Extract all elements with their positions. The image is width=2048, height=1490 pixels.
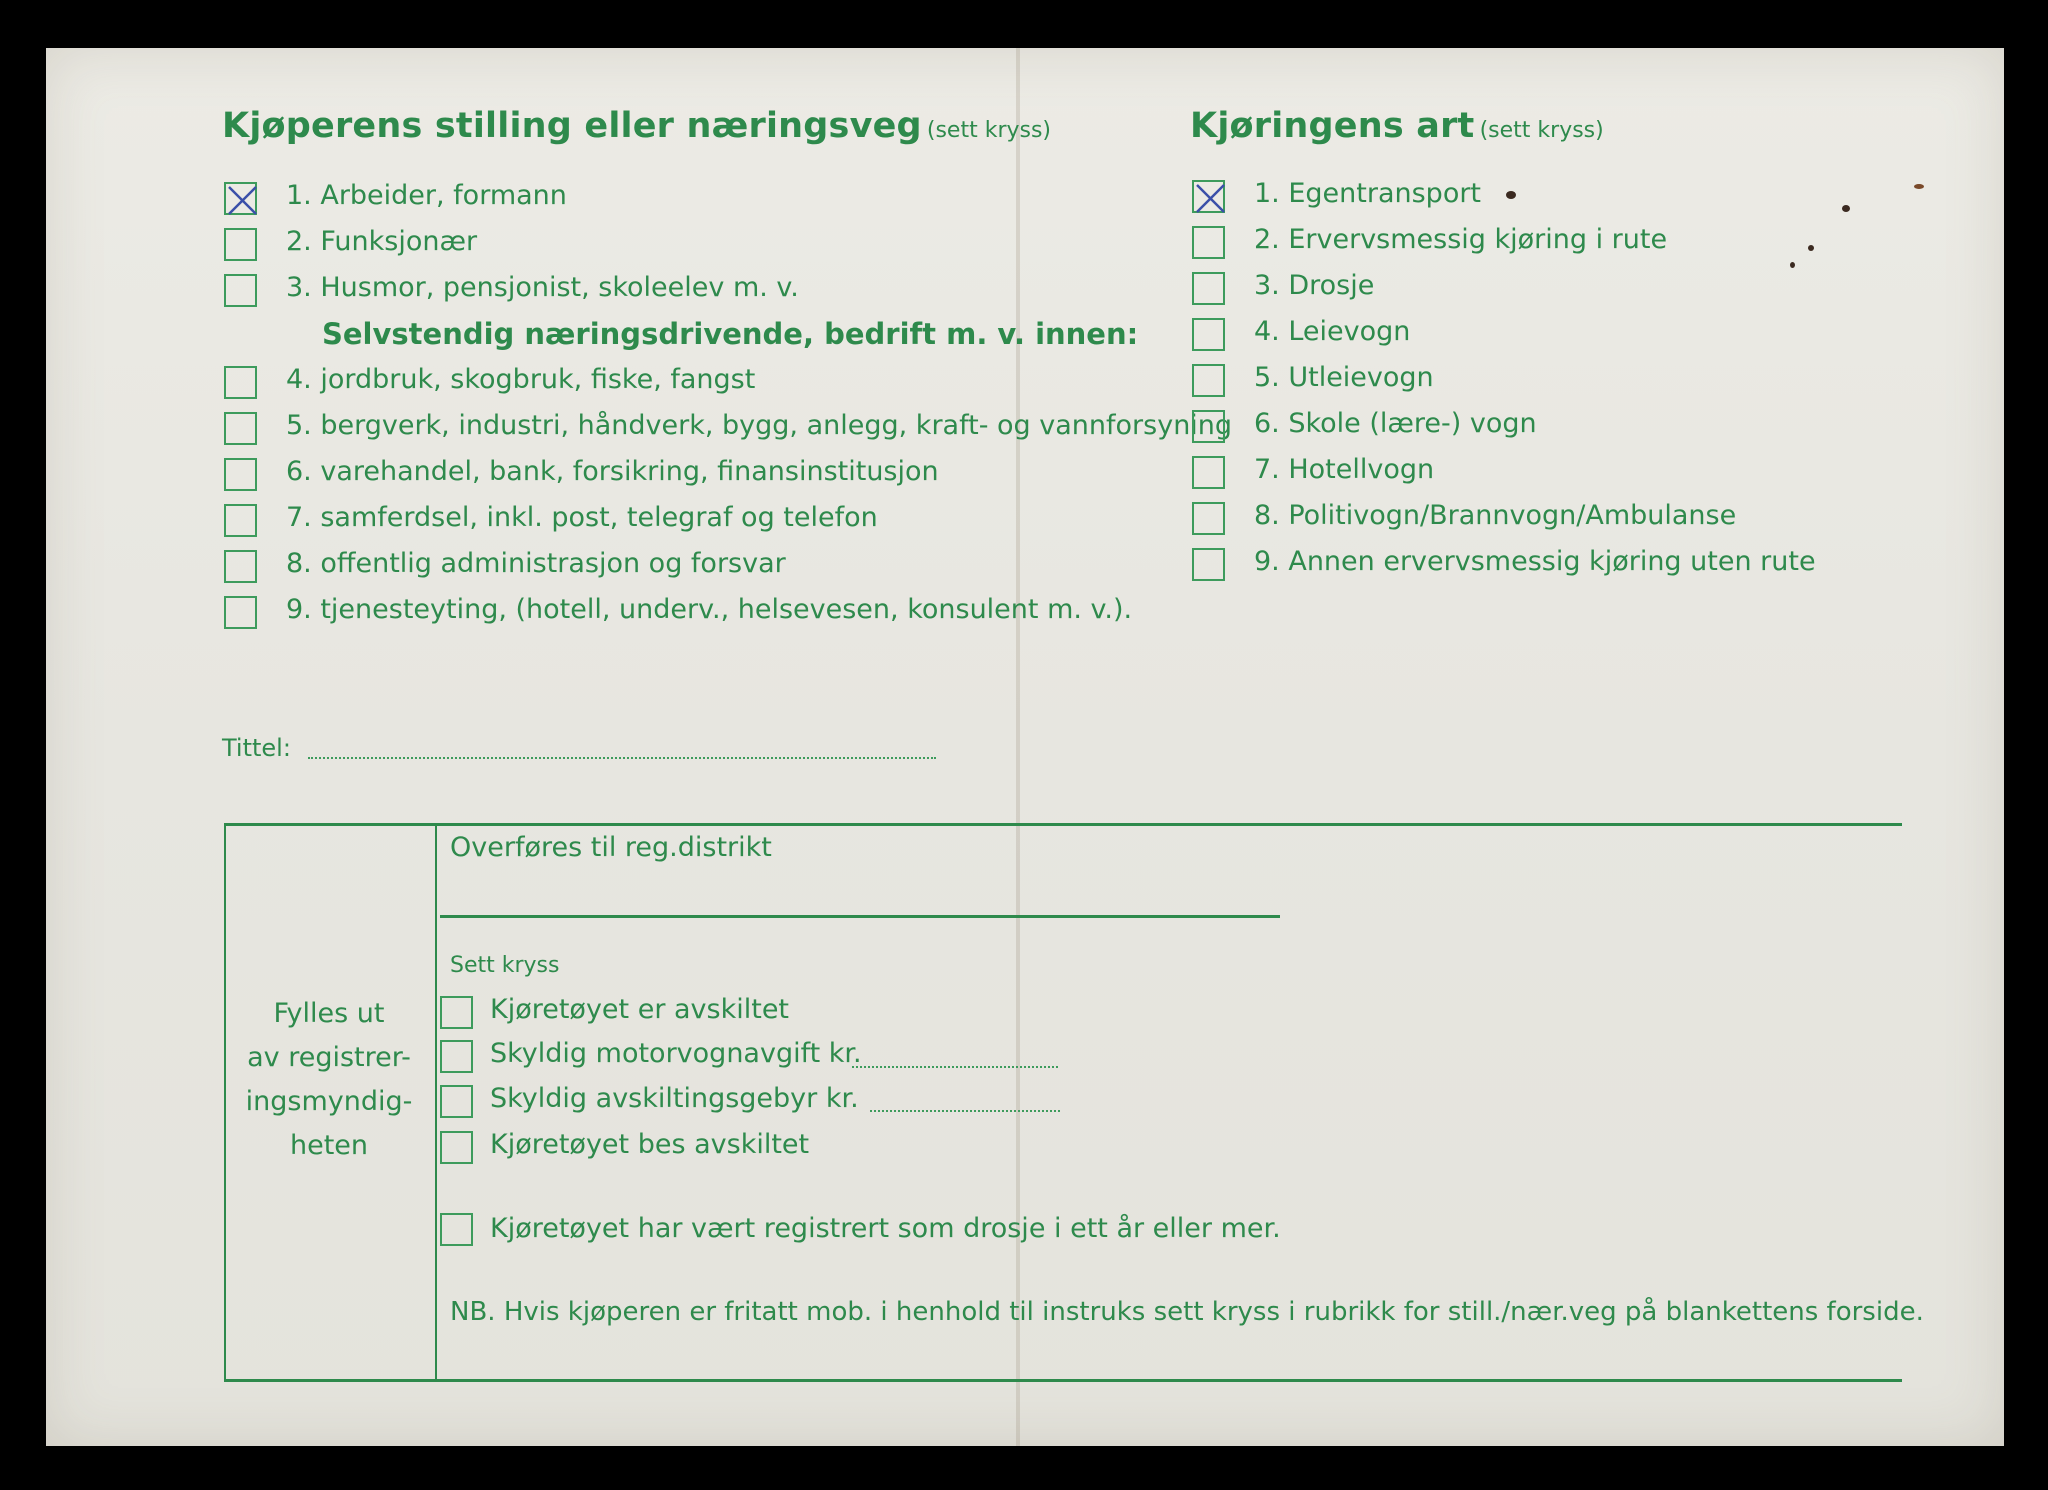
occupation-label-2: 2. Funksjonær <box>286 226 478 257</box>
driving-type-checkbox-1[interactable] <box>1192 180 1225 213</box>
nb-note: NB. Hvis kjøperen er fritatt mob. i henhold til instruks sett kryss i rubrikk for still./nær.veg på blankettens forside. <box>450 1297 1924 1327</box>
ink-speck <box>1808 245 1814 251</box>
sector-checkbox-3[interactable] <box>224 458 257 491</box>
sector-checkbox-2[interactable] <box>224 412 257 445</box>
side-label-line-1: Fylles ut <box>273 998 385 1029</box>
authority-check-label-1: Kjøretøyet er avskiltet <box>490 994 790 1025</box>
registration-authority-label <box>232 992 426 1168</box>
sector-checkbox-1[interactable] <box>224 366 257 399</box>
authority-check-checkbox-3[interactable] <box>440 1085 473 1118</box>
right-section-title <box>1190 106 1604 146</box>
tittel-field[interactable] <box>308 757 936 759</box>
authority-check-checkbox-4[interactable] <box>440 1131 473 1164</box>
driving-type-checkbox-9[interactable] <box>1192 548 1225 581</box>
ink-speck <box>1506 191 1516 199</box>
driving-type-label-8: 8. Politivogn/Brannvogn/Ambulanse <box>1254 500 1737 531</box>
authority-check-label-3: Skyldig avskiltingsgebyr kr. <box>490 1083 859 1114</box>
side-label-line-2: av registrer- <box>247 1042 411 1073</box>
right-title-note: (sett kryss) <box>1479 118 1604 143</box>
driving-type-label-3: 3. Drosje <box>1254 270 1375 301</box>
self-employed-subheading: Selvstendig næringsdrivende, bedrift m. v. innen: <box>322 317 1139 351</box>
occupation-label-3: 3. Husmor, pensjonist, skoleelev m. v. <box>286 272 799 303</box>
sector-label-6: 9. tjenesteyting, (hotell, underv., helsevesen, konsulent m. v.). <box>286 594 1133 625</box>
left-title-note: (sett kryss) <box>926 118 1052 143</box>
side-label-line-4: heten <box>289 1130 369 1161</box>
driving-type-checkbox-4[interactable] <box>1192 318 1225 351</box>
driving-type-checkbox-6[interactable] <box>1192 410 1225 443</box>
driving-type-label-7: 7. Hotellvogn <box>1254 454 1435 485</box>
ink-speck <box>1842 205 1850 212</box>
driving-type-label-9: 9. Annen ervervsmessig kjøring uten rute <box>1254 546 1816 577</box>
box-divider-line <box>435 823 437 1382</box>
sector-label-2: 5. bergverk, industri, håndverk, bygg, anlegg, kraft- og vannforsyning <box>286 410 1233 441</box>
side-label-line-3: ingsmyndig- <box>245 1086 413 1117</box>
occupation-checkbox-2[interactable] <box>224 228 257 261</box>
authority-check-label-2: Skyldig motorvognavgift kr. <box>490 1038 862 1069</box>
cross-mark-icon <box>1194 182 1227 215</box>
occupation-checkbox-1[interactable] <box>224 182 257 215</box>
driving-type-checkbox-3[interactable] <box>1192 272 1225 305</box>
sector-label-4: 7. samferdsel, inkl. post, telegraf og telefon <box>286 502 878 533</box>
sector-checkbox-4[interactable] <box>224 504 257 537</box>
box-left-line <box>224 823 226 1382</box>
driving-type-checkbox-2[interactable] <box>1192 226 1225 259</box>
ink-speck <box>1914 184 1924 189</box>
avskiltingsgebyr-amount-field[interactable] <box>870 1110 1060 1112</box>
occupation-label-1: 1. Arbeider, formann <box>286 180 567 211</box>
driving-type-label-2: 2. Ervervsmessig kjøring i rute <box>1254 224 1668 255</box>
authority-check-label-4: Kjøretøyet bes avskiltet <box>490 1129 810 1160</box>
driving-type-label-1: 1. Egentransport <box>1254 178 1482 209</box>
driving-type-label-4: 4. Leievogn <box>1254 316 1411 347</box>
right-title: Kjøringens art <box>1190 106 1475 146</box>
box-top-line <box>224 823 1902 826</box>
box-bottom-line <box>224 1379 1902 1382</box>
sett-kryss-label: Sett kryss <box>450 953 560 978</box>
transfer-district-field[interactable] <box>440 915 1280 918</box>
sector-label-3: 6. varehandel, bank, forsikring, finansinstitusjon <box>286 456 939 487</box>
ink-speck <box>1790 262 1795 268</box>
driving-type-checkbox-7[interactable] <box>1192 456 1225 489</box>
transfer-label: Overføres til reg.distrikt <box>450 832 772 863</box>
driving-type-label-5: 5. Utleievogn <box>1254 362 1434 393</box>
driving-type-checkbox-8[interactable] <box>1192 502 1225 535</box>
left-title: Kjøperens stilling eller næringsveg <box>222 106 922 146</box>
sector-checkbox-5[interactable] <box>224 550 257 583</box>
authority-check-checkbox-2[interactable] <box>440 1040 473 1073</box>
drosje-check-label: Kjøretøyet har vært registrert som drosje i ett år eller mer. <box>490 1213 1281 1244</box>
motorvognavgift-amount-field[interactable] <box>852 1066 1058 1068</box>
sector-label-1: 4. jordbruk, skogbruk, fiske, fangst <box>286 364 756 395</box>
drosje-checkbox[interactable] <box>440 1213 473 1246</box>
sector-label-5: 8. offentlig administrasjon og forsvar <box>286 548 786 579</box>
cross-mark-icon <box>226 184 259 217</box>
tittel-label: Tittel: <box>222 734 291 762</box>
left-section-title <box>222 106 1051 146</box>
driving-type-checkbox-5[interactable] <box>1192 364 1225 397</box>
occupation-checkbox-3[interactable] <box>224 274 257 307</box>
authority-check-checkbox-1[interactable] <box>440 996 473 1029</box>
driving-type-label-6: 6. Skole (lære-) vogn <box>1254 408 1537 439</box>
sector-checkbox-6[interactable] <box>224 596 257 629</box>
